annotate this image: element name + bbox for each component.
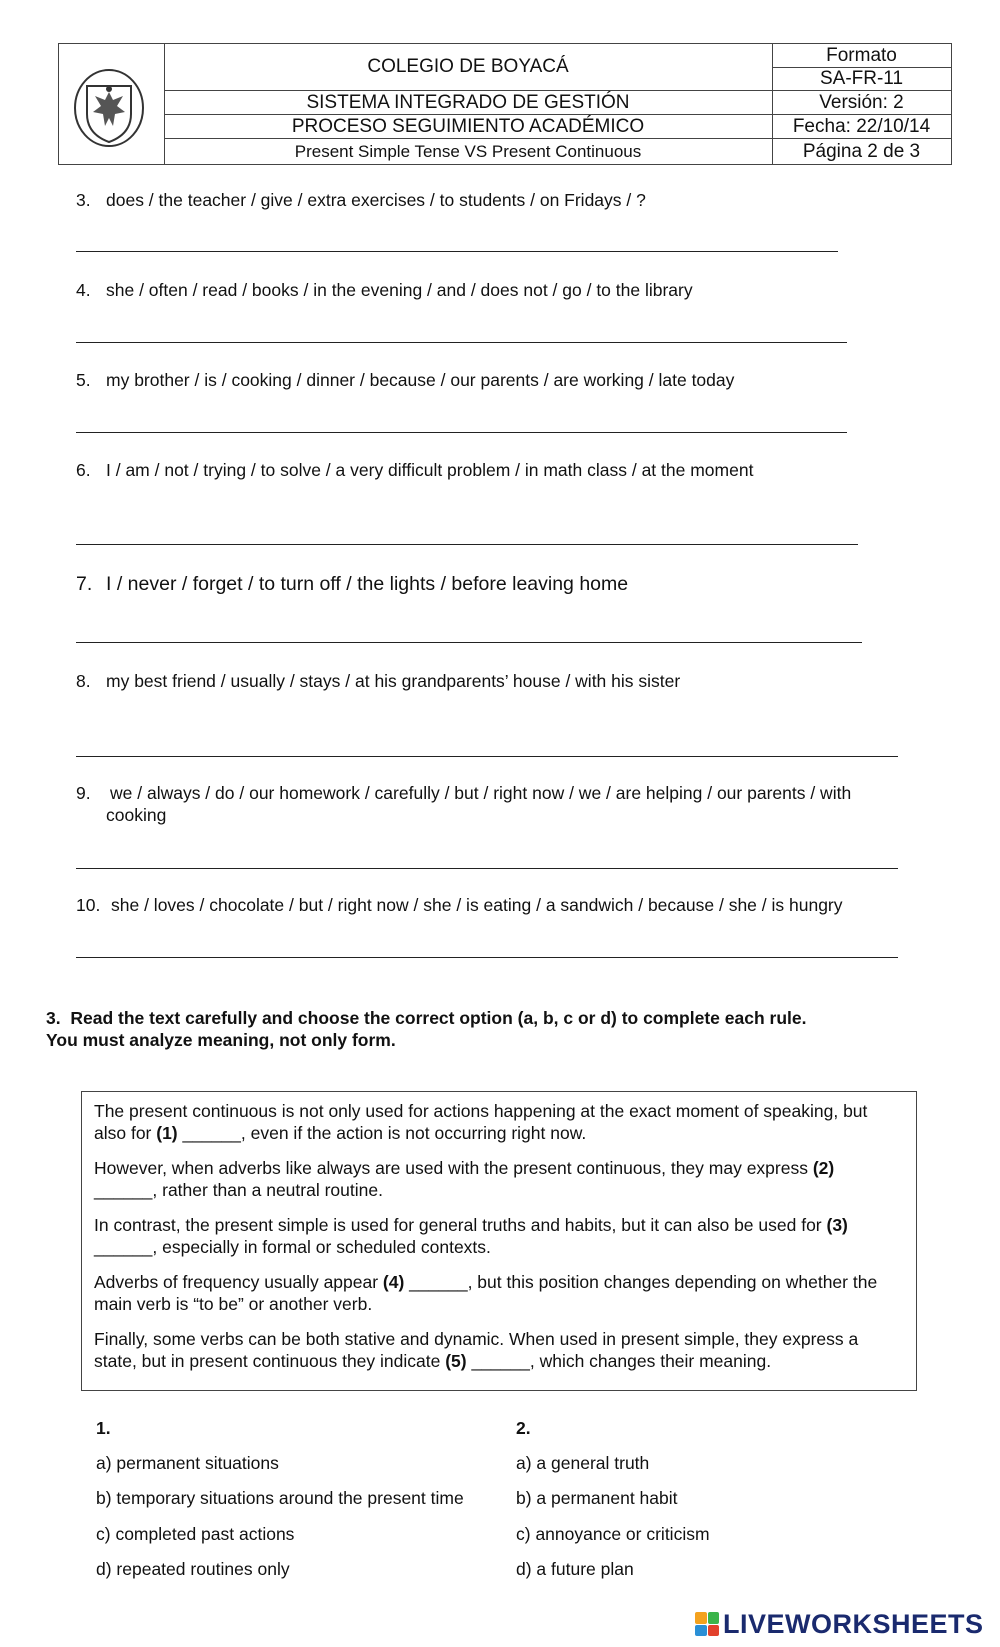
format-label: Formato [826, 44, 897, 66]
item-number: 3. [76, 190, 91, 210]
date: Fecha: 22/10/14 [772, 114, 951, 138]
blank-2-label: (2) [812, 1158, 835, 1178]
reading-text-box [81, 1091, 917, 1391]
item-number: 4. [76, 280, 91, 300]
question-1-label: 1. [96, 1418, 111, 1438]
answer-line[interactable] [76, 342, 847, 343]
answer-line[interactable] [76, 432, 847, 433]
answer-line[interactable] [76, 642, 862, 643]
paragraph-2: However, when adverbs like always are used with the present continuous, they may express (2) ______, rather than a neutral routine. [94, 1158, 835, 1200]
worksheet-topic: Present Simple Tense VS Present Continuous [164, 138, 772, 164]
item-prompt: she / loves / chocolate / but / right now / she / is eating / a sandwich / because / she / is hungry [111, 895, 843, 915]
item-prompt: does / the teacher / give / extra exercises / to students / on Fridays / ? [106, 190, 646, 210]
instruction-line-1: Read the text carefully and choose the correct option (a, b, c or d) to complete each rule. [70, 1008, 807, 1028]
blank-5-label: (5) [445, 1351, 467, 1371]
blank-4-label: (4) [382, 1272, 405, 1292]
item-prompt: she / often / read / books / in the evening / and / does not / go / to the library [106, 280, 693, 300]
paragraph-5: Finally, some verbs can be both stative and dynamic. When used in present simple, they express a state, but in present continuous they indicate (5) ______, which changes their meaning. [94, 1329, 859, 1371]
blank-1-label: (1) [156, 1123, 178, 1143]
q1-option-b[interactable]: b) temporary situations around the present time [96, 1488, 464, 1508]
item-number: 6. [76, 460, 91, 480]
q2-option-c[interactable]: c) annoyance or criticism [516, 1524, 710, 1544]
q1-option-d[interactable]: d) repeated routines only [96, 1559, 290, 1579]
item-number: 7. [76, 573, 93, 595]
q1-option-c[interactable]: c) completed past actions [96, 1524, 295, 1544]
paragraph-1: The present continuous is not only used for actions happening at the exact moment of speaking, but also for (1) ______, even if the action is not occurring right now. [94, 1101, 868, 1143]
section-3-instructions [46, 1007, 806, 1051]
item-prompt: I / am / not / trying / to solve / a very difficult problem / in math class / at the moment [106, 460, 754, 480]
school-name: COLEGIO DE BOYACÁ [367, 56, 569, 77]
answer-line[interactable] [76, 957, 898, 958]
q1-option-a[interactable]: a) permanent situations [96, 1453, 279, 1473]
document-header [58, 43, 952, 165]
process-name: PROCESO SEGUIMIENTO ACADÉMICO [164, 114, 772, 138]
q2-option-b[interactable]: b) a permanent habit [516, 1488, 678, 1508]
blank-3-label: (3) [826, 1215, 848, 1235]
item-prompt: I / never / forget / to turn off / the lights / before leaving home [106, 573, 629, 595]
item-number: 5. [76, 370, 91, 390]
brand-name: LIVEWORKSHEETS [723, 1608, 984, 1639]
q2-option-d[interactable]: d) a future plan [516, 1559, 634, 1579]
answer-line[interactable] [76, 251, 838, 252]
liveworksheets-icon [695, 1612, 719, 1636]
section-number: 3. [46, 1008, 61, 1028]
q2-option-a[interactable]: a) a general truth [516, 1453, 650, 1473]
header-middle [164, 44, 773, 164]
liveworksheets-logo[interactable] [695, 1609, 984, 1639]
paragraph-3: In contrast, the present simple is used for general truths and habits, but it can also be used for (3) ______, especially in formal or scheduled contexts. [94, 1215, 848, 1257]
paragraph-4: Adverbs of frequency usually appear (4) ______, but this position changes depending on whether the main verb is “to be” or another verb. [94, 1272, 878, 1314]
school-crest-icon [73, 68, 145, 148]
logo-cell [59, 44, 165, 164]
instruction-line-2: You must analyze meaning, not only form. [46, 1030, 396, 1050]
header-right [772, 44, 951, 164]
item-number: 10. [76, 895, 101, 915]
question-2-label: 2. [516, 1418, 531, 1438]
format-code: SA-FR-11 [772, 67, 951, 90]
item-prompt: my best friend / usually / stays / at his grandparents’ house / with his sister [106, 671, 681, 691]
answer-line[interactable] [76, 868, 898, 869]
answer-line[interactable] [76, 756, 898, 757]
item-number: 8. [76, 671, 91, 691]
page-number: Página 2 de 3 [772, 138, 951, 164]
system-name: SISTEMA INTEGRADO DE GESTIÓN [164, 90, 772, 114]
item-number: 9. [76, 783, 91, 803]
item-prompt: we / always / do / our homework / carefully / but / right now / we / are helping / our parents / with [110, 783, 852, 803]
answer-line[interactable] [76, 544, 858, 545]
version: Versión: 2 [772, 90, 951, 114]
item-prompt: my brother / is / cooking / dinner / because / our parents / are working / late today [106, 370, 735, 390]
item-prompt-continued: cooking [106, 805, 167, 825]
